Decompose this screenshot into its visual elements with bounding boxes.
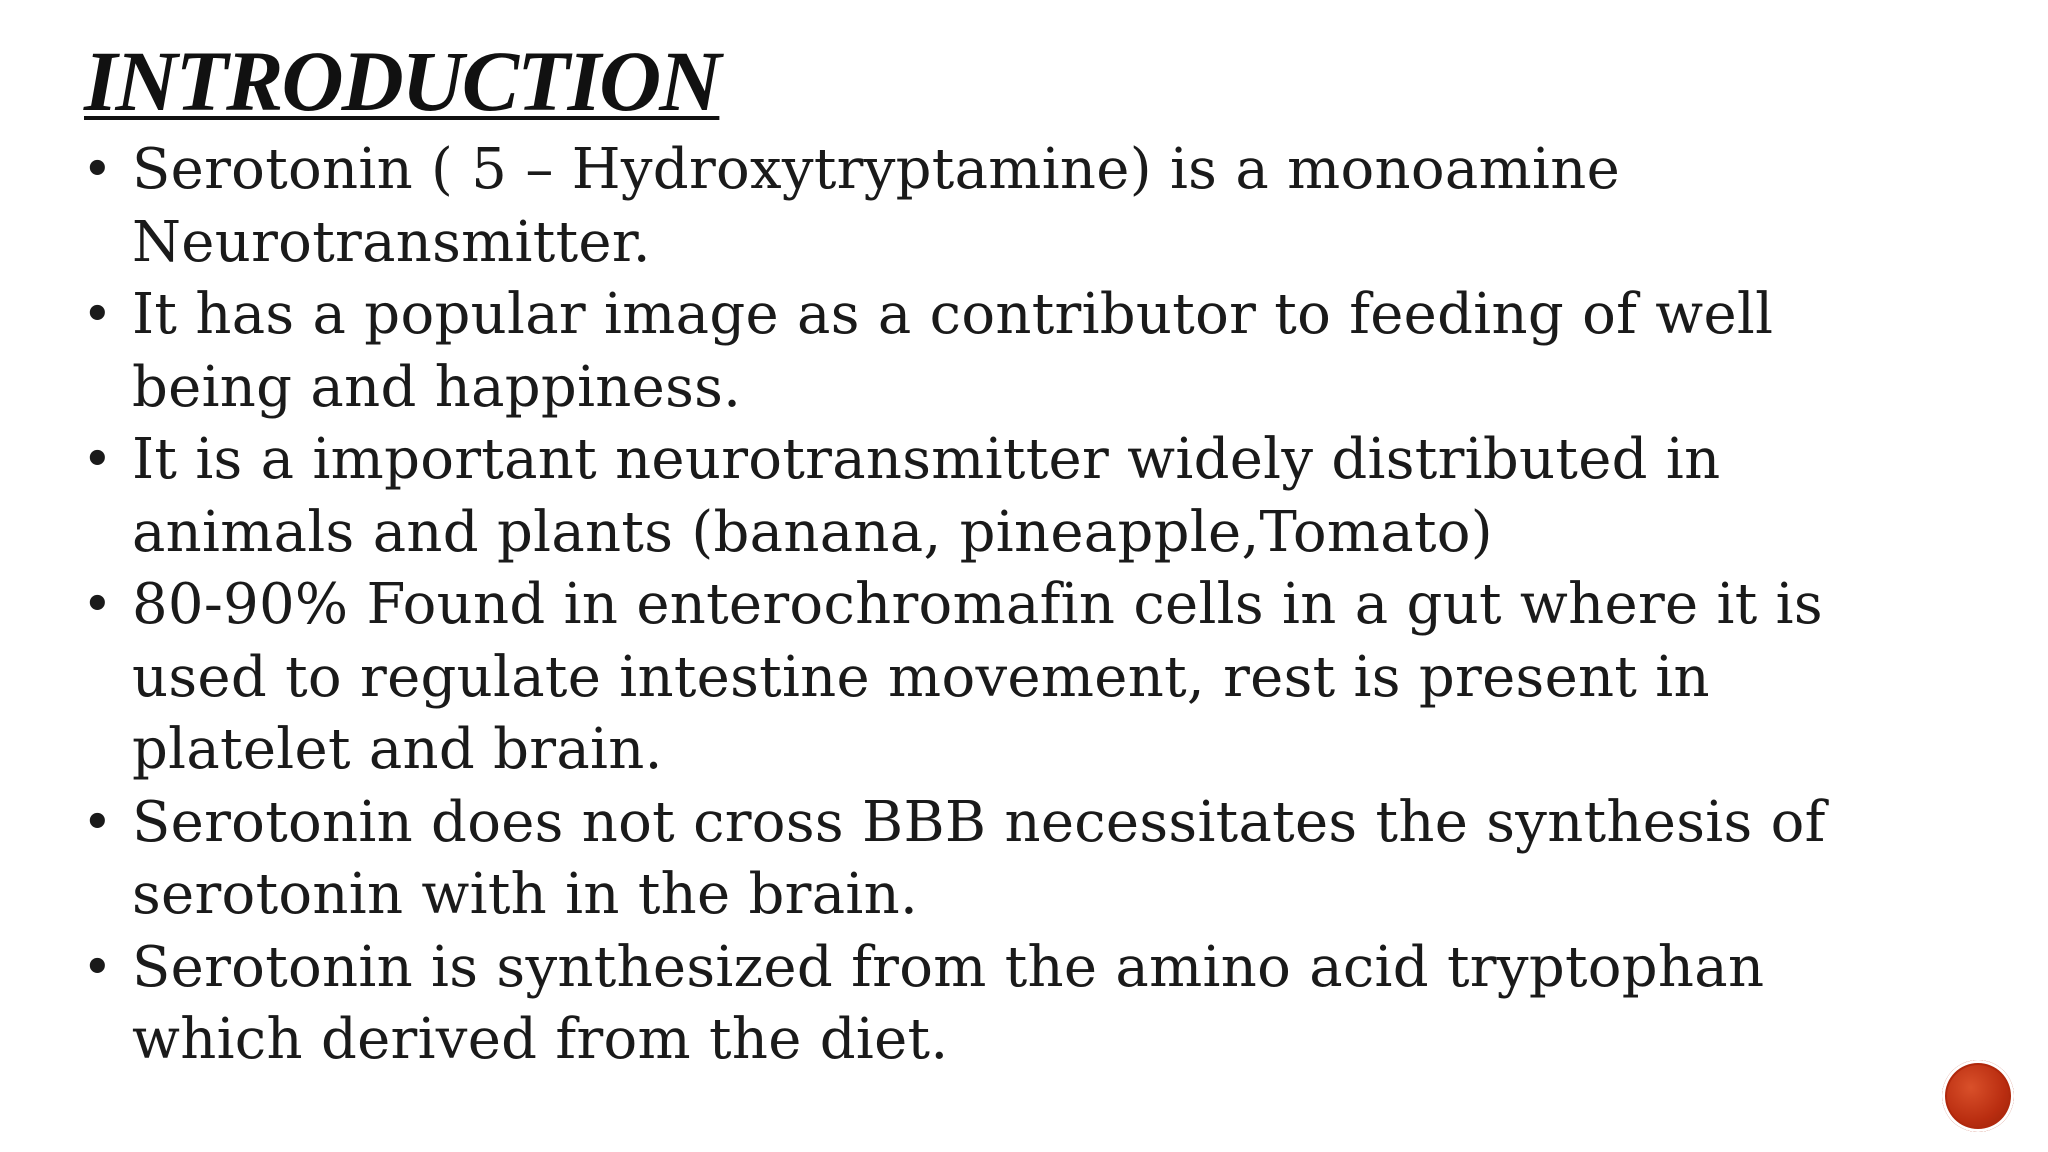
- bullet-item: [80, 569, 1930, 787]
- bullet-dot-icon: •: [82, 285, 113, 345]
- bullet-dot-icon: •: [82, 792, 113, 853]
- bullet-dot-icon: •: [82, 575, 113, 635]
- bullet-item: [80, 932, 1930, 1077]
- bullet-list: [80, 134, 1930, 1077]
- bullet-dot-icon: •: [82, 140, 113, 200]
- bullet-text: Serotonin is synthesized from the amino acid tryptophan which derived from the diet.: [132, 934, 1765, 1072]
- slide-title: INTRODUCTION: [84, 33, 720, 129]
- bullet-dot-icon: •: [82, 430, 113, 490]
- bullet-text: Serotonin ( 5 – Hydroxytryptamine) is a monoamine Neurotransmitter.: [132, 137, 1621, 275]
- bullet-text: 80-90% Found in enterochromafin cells in a gut where it is used to regulate intestine movement, rest is present in platelet and brain.: [132, 572, 1823, 782]
- bullet-text: It is a important neurotransmitter widely distributed in animals and plants (banana, pineapple,Tomato): [132, 427, 1721, 565]
- bullet-text: Serotonin does not cross BBB necessitates the synthesis of serotonin with in the brain.: [132, 789, 1826, 927]
- bullet-item: [80, 424, 1930, 569]
- bullet-dot-icon: •: [82, 937, 113, 998]
- bullet-item: [80, 787, 1930, 932]
- bullet-item: [80, 134, 1930, 279]
- bullet-item: [80, 279, 1930, 424]
- bullet-text: It has a popular image as a contributor to feeding of well being and happiness.: [132, 282, 1774, 420]
- slide-nav-badge-icon[interactable]: [1942, 1060, 2014, 1132]
